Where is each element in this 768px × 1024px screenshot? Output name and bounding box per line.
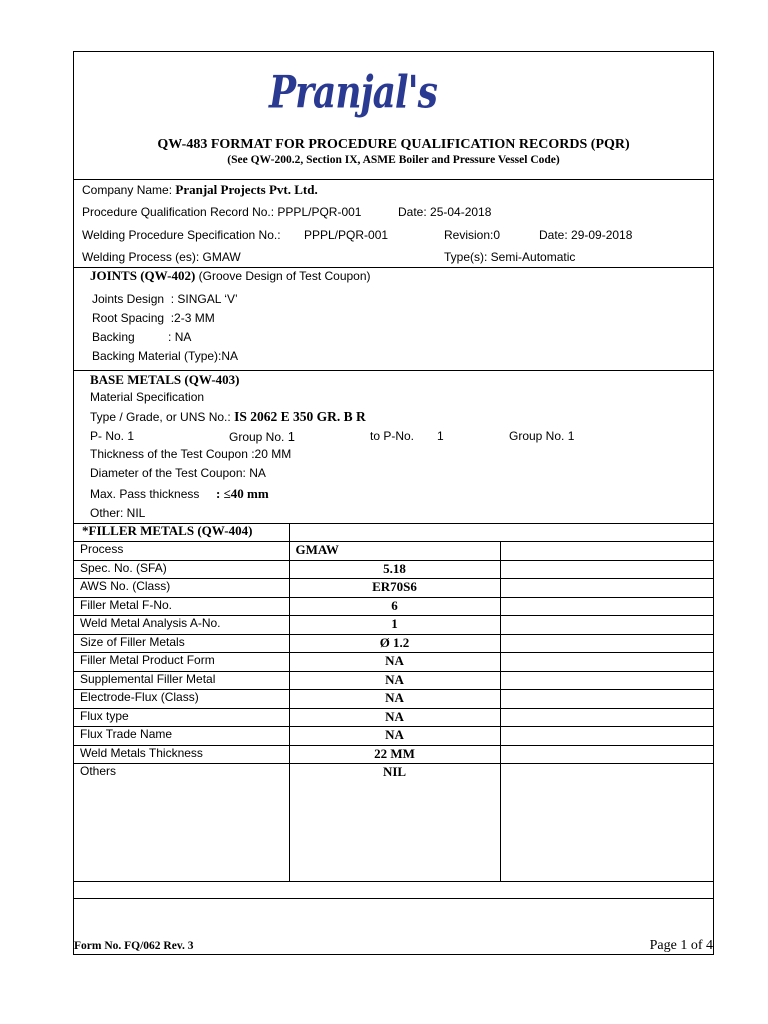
backing: Backing : NA bbox=[92, 330, 192, 344]
max-pass-value: : ≤40 mm bbox=[216, 486, 269, 501]
filler-metal-label: Process bbox=[74, 542, 289, 561]
group-no-2: Group No. 1 bbox=[509, 429, 575, 443]
max-pass-row bbox=[90, 486, 269, 502]
filler-metals-heading-cell bbox=[74, 523, 289, 542]
filler-metal-label: Supplemental Filler Metal bbox=[74, 671, 289, 690]
table-row bbox=[74, 745, 713, 764]
filler-metal-value: NA bbox=[289, 671, 500, 690]
test-coupon-diameter: Diameter of the Test Coupon: NA bbox=[90, 466, 266, 480]
table-row bbox=[74, 579, 713, 598]
empty-cell bbox=[500, 764, 713, 882]
type-grade-label: Type / Grade, or UNS No.: bbox=[90, 410, 235, 424]
company-name-row bbox=[82, 182, 318, 198]
filler-metal-value: NA bbox=[289, 708, 500, 727]
empty-cell bbox=[500, 634, 713, 653]
joints-heading-note: (Groove Design of Test Coupon) bbox=[195, 269, 371, 283]
joints-heading: JOINTS (QW-402) bbox=[90, 268, 196, 283]
filler-metal-label: Flux type bbox=[74, 708, 289, 727]
filler-metal-value: GMAW bbox=[289, 542, 500, 561]
table-row bbox=[74, 542, 713, 561]
table-row bbox=[74, 727, 713, 746]
filler-metal-value: NA bbox=[289, 727, 500, 746]
filler-metal-value: NA bbox=[289, 653, 500, 672]
table-row bbox=[74, 560, 713, 579]
company-name-value: Pranjal Projects Pvt. Ltd. bbox=[175, 182, 318, 197]
filler-metal-label: Electrode-Flux (Class) bbox=[74, 690, 289, 709]
material-specification: Material Specification bbox=[90, 390, 205, 404]
filler-metal-label: AWS No. (Class) bbox=[74, 579, 289, 598]
filler-metal-value: 22 MM bbox=[289, 745, 500, 764]
welding-process: Welding Process (es): GMAW bbox=[82, 250, 241, 264]
filler-metal-value: 5.18 bbox=[289, 560, 500, 579]
backing-material: Backing Material (Type):NA bbox=[92, 349, 239, 363]
wps-date: Date: 29-09-2018 bbox=[539, 228, 633, 242]
page-number: Page 1 of 4 bbox=[649, 938, 713, 953]
empty-cell bbox=[500, 616, 713, 635]
empty-cell bbox=[500, 653, 713, 672]
empty-cell bbox=[500, 671, 713, 690]
empty-cell bbox=[500, 745, 713, 764]
filler-metal-label: Filler Metal F-No. bbox=[74, 597, 289, 616]
to-p-no-value: 1 bbox=[437, 429, 444, 443]
filler-metal-value: ER70S6 bbox=[289, 579, 500, 598]
welding-type: Type(s): Semi-Automatic bbox=[444, 250, 576, 264]
table-row bbox=[74, 708, 713, 727]
max-pass-label: Max. Pass thickness bbox=[90, 487, 217, 501]
filler-metals-heading-row bbox=[74, 523, 713, 542]
table-row bbox=[74, 653, 713, 672]
filler-metal-label: Weld Metal Analysis A-No. bbox=[74, 616, 289, 635]
filler-metal-label: Others bbox=[74, 764, 289, 882]
joints-design: Joints Design : SINGAL ‘V’ bbox=[92, 292, 238, 306]
filler-metal-value: NA bbox=[289, 690, 500, 709]
group-no-label: Group No. bbox=[229, 430, 288, 444]
root-spacing: Root Spacing :2-3 MM bbox=[92, 311, 215, 325]
filler-metal-label: Weld Metals Thickness bbox=[74, 745, 289, 764]
filler-metal-label: Flux Trade Name bbox=[74, 727, 289, 746]
other: Other: NIL bbox=[90, 506, 146, 520]
filler-metal-value: NIL bbox=[289, 764, 500, 882]
empty-cell bbox=[500, 597, 713, 616]
empty-cell bbox=[500, 579, 713, 598]
pqr-form-page bbox=[73, 51, 714, 955]
divider bbox=[74, 370, 713, 371]
wps-revision: Revision:0 bbox=[444, 228, 501, 242]
filler-metal-label: Size of Filler Metals bbox=[74, 634, 289, 653]
type-grade-row bbox=[90, 409, 366, 425]
empty-cell bbox=[500, 542, 713, 561]
wps-label: Welding Procedure Specification No.: bbox=[82, 228, 281, 242]
table-row bbox=[74, 671, 713, 690]
empty-cell bbox=[500, 690, 713, 709]
form-subtitle: (See QW-200.2, Section IX, ASME Boiler and Pressure Vessel Code) bbox=[227, 154, 560, 166]
table-row bbox=[74, 634, 713, 653]
base-metals-heading: BASE METALS (QW-403) bbox=[90, 372, 240, 387]
company-name-label: Company Name: bbox=[82, 183, 176, 197]
form-number: Form No. FQ/062 Rev. 3 bbox=[74, 940, 194, 952]
empty-cell bbox=[500, 560, 713, 579]
divider bbox=[74, 179, 713, 180]
pqr-date: Date: 25-04-2018 bbox=[398, 205, 492, 219]
empty-cell bbox=[500, 727, 713, 746]
group-no-value: 1 bbox=[287, 429, 295, 444]
table-row bbox=[74, 764, 713, 882]
pqr-number: Procedure Qualification Record No.: PPPL/PQR-001 bbox=[82, 205, 362, 219]
company-logo: Pranjal's bbox=[269, 66, 437, 119]
filler-metal-value: 6 bbox=[289, 597, 500, 616]
filler-metals-heading: *FILLER METALS (QW-404) bbox=[82, 523, 253, 538]
p-no: P- No. 1 bbox=[90, 429, 135, 443]
group-no-row bbox=[229, 429, 295, 444]
to-p-no-label: to P-No. bbox=[370, 429, 415, 443]
type-grade-value: IS 2062 E 350 GR. B R bbox=[234, 409, 366, 424]
table-row bbox=[74, 690, 713, 709]
empty-cell bbox=[289, 523, 713, 542]
filler-metals-table bbox=[74, 523, 713, 882]
filler-metal-label: Filler Metal Product Form bbox=[74, 653, 289, 672]
wps-number: PPPL/PQR-001 bbox=[304, 228, 389, 242]
filler-metal-label: Spec. No. (SFA) bbox=[74, 560, 289, 579]
form-title: QW-483 FORMAT FOR PROCEDURE QUALIFICATION RECORDS (PQR) bbox=[157, 137, 630, 152]
divider bbox=[74, 898, 713, 899]
test-coupon-thickness: Thickness of the Test Coupon :20 MM bbox=[90, 447, 292, 461]
joints-heading-row bbox=[90, 268, 371, 284]
filler-metal-value: Ø 1.2 bbox=[289, 634, 500, 653]
table-row bbox=[74, 616, 713, 635]
empty-cell bbox=[500, 708, 713, 727]
table-row bbox=[74, 597, 713, 616]
filler-metal-value: 1 bbox=[289, 616, 500, 635]
